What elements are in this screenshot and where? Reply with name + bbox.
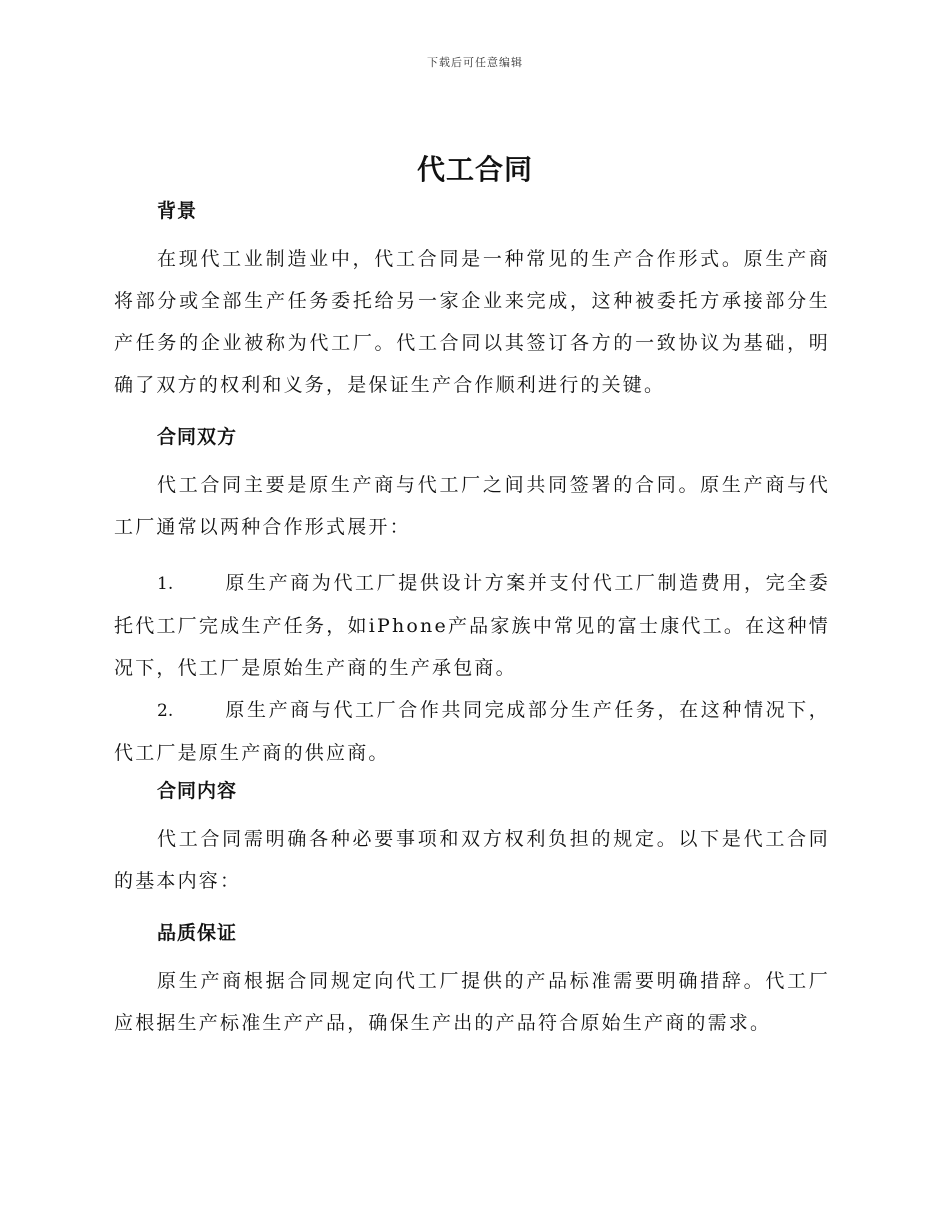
section-quality bbox=[114, 916, 830, 1044]
section-heading-content: 合同内容 bbox=[157, 780, 238, 802]
list-item bbox=[114, 562, 830, 689]
section-content bbox=[114, 774, 830, 902]
section-heading-parties: 合同双方 bbox=[157, 426, 238, 448]
section-heading-background: 背景 bbox=[157, 200, 198, 222]
list-item-number: 1. bbox=[157, 574, 174, 594]
list-item-text: 原生产商与代工厂合作共同完成部分生产任务，在这种情况下，代工厂是原生产商的供应商。 bbox=[114, 699, 830, 764]
paragraph-content: 代工合同需明确各种必要事项和双方权利负担的规定。以下是代工合同的基本内容： bbox=[114, 828, 830, 892]
paragraph-quality: 原生产商根据合同规定向代工厂提供的产品标准需要明确措辞。代工厂应根据生产标准生产产品，确保生产出的产品符合原始生产商的需求。 bbox=[114, 970, 830, 1034]
paragraph-background: 在现代工业制造业中，代工合同是一种常见的生产合作形式。原生产商将部分或全部生产任务委托给另一家企业来完成，这种被委托方承接部分生产任务的企业被称为代工厂。代工合同以其签订各方的一致协议为基础，明确了双方的权利和义务，是保证生产合作顺利进行的关键。 bbox=[114, 248, 830, 396]
list-item-number: 2. bbox=[157, 701, 174, 721]
section-background bbox=[114, 194, 830, 406]
document-body bbox=[114, 194, 830, 1044]
list-item-text: 原生产商为代工厂提供设计方案并支付代工厂制造费用，完全委托代工厂完成生产任务，如iPhone产品家族中常见的富士康代工。在这种情况下，代工厂是原始生产商的生产承包商。 bbox=[114, 572, 830, 679]
section-heading-quality: 品质保证 bbox=[157, 922, 238, 944]
list-item bbox=[114, 689, 830, 774]
document-title: 代工合同 bbox=[416, 153, 533, 186]
section-parties bbox=[114, 420, 830, 774]
paragraph-parties: 代工合同主要是原生产商与代工厂之间共同签署的合同。原生产商与代工厂通常以两种合作形式展开： bbox=[114, 474, 830, 538]
page-header: 下载后可任意编辑 bbox=[427, 56, 523, 69]
